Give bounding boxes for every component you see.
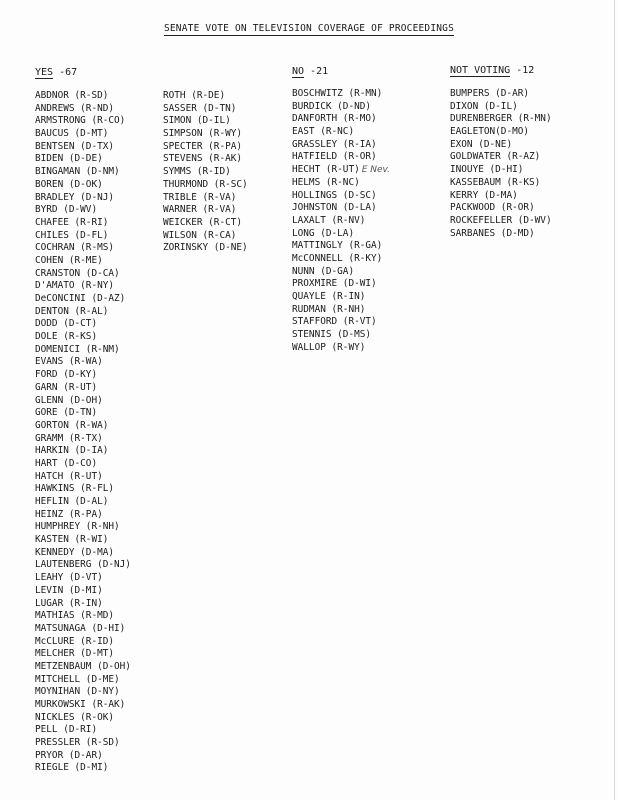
senator-entry xyxy=(35,598,131,611)
senator-entry-text: DOLE (R-KS) xyxy=(35,331,98,343)
senator-entry xyxy=(35,204,131,217)
senator-entry xyxy=(35,255,131,268)
senator-entry-text: SYMMS (R-ID) xyxy=(163,166,231,178)
senator-entry xyxy=(35,141,131,154)
senator-entry-text: ABDNOR (R-SD) xyxy=(35,90,109,101)
senator-entry xyxy=(35,750,131,763)
senator-entry-text: NICKLES (R-OK) xyxy=(35,711,115,723)
senator-entry xyxy=(292,139,390,152)
senator-entry-text: HATCH (R-UT) xyxy=(35,470,103,482)
senator-entry xyxy=(35,356,131,369)
senator-entry-text: TRIBLE (R-VA) xyxy=(163,191,237,203)
senator-entry-text: WILSON (R-CA) xyxy=(163,229,237,241)
senator-entry-text: DENTON (R-AL) xyxy=(35,305,109,317)
senator-entry-text: GRAMM (R-TX) xyxy=(35,432,103,444)
senator-entry xyxy=(35,572,131,585)
senator-entry-text: STENNIS (D-MS) xyxy=(292,329,372,341)
no-heading xyxy=(292,66,328,78)
senator-entry-text: BRADLEY (D-NJ) xyxy=(35,191,115,203)
senator-entry xyxy=(292,164,390,177)
senator-entry-text: CHAFEE (R-RI) xyxy=(35,216,109,228)
senator-entry-text: BIDEN (D-DE) xyxy=(35,153,103,165)
senator-entry-text: McCONNELL (R-KY) xyxy=(292,252,383,264)
senator-entry xyxy=(163,153,248,166)
senator-entry-text: QUAYLE (R-IN) xyxy=(292,291,366,302)
senator-entry xyxy=(35,395,131,408)
senator-entry xyxy=(35,724,131,737)
senator-entry xyxy=(292,113,390,126)
senator-entry xyxy=(450,151,552,164)
senator-entry xyxy=(450,190,552,203)
senator-entry xyxy=(163,115,248,128)
senator-entry-text: EAGLETON(D-MO) xyxy=(450,126,530,138)
senator-entry-text: DODD (D-CT) xyxy=(35,318,98,330)
senator-entry-text: BYRD (D-WV) xyxy=(35,204,98,216)
senator-entry xyxy=(292,329,390,342)
senator-entry-text: BOSCHWITZ (R-MN) xyxy=(292,88,383,99)
senator-entry-text: DOMENICI (R-NM) xyxy=(35,343,120,355)
senator-entry-text: WARNER (R-VA) xyxy=(163,204,237,216)
not-voting-heading xyxy=(450,65,534,77)
senator-entry xyxy=(35,585,131,598)
senator-entry xyxy=(35,407,131,420)
senator-entry xyxy=(163,230,248,243)
senator-entry-text: ANDREWS (R-ND) xyxy=(35,102,115,114)
not-voting-label: NOT VOTING xyxy=(450,65,511,76)
senator-entry-text: HOLLINGS (D-SC) xyxy=(292,189,377,201)
senator-entry xyxy=(35,166,131,179)
senator-entry-text: KENNEDY (D-MA) xyxy=(35,546,115,558)
senator-entry xyxy=(163,128,248,141)
senator-entry xyxy=(35,737,131,750)
senator-entry-text: HART (D-CO) xyxy=(35,457,98,469)
senator-entry xyxy=(35,179,131,192)
senator-entry-text: MITCHELL (D-ME) xyxy=(35,673,120,685)
senator-entry xyxy=(35,344,131,357)
senator-entry xyxy=(450,88,552,101)
senator-entry-text: SPECTER (R-PA) xyxy=(163,140,243,152)
senator-entry xyxy=(35,192,131,205)
senator-entry-text: THURMOND (R-SC) xyxy=(163,178,248,190)
senator-entry-text: RUDMAN (R-NH) xyxy=(292,303,366,315)
senator-entry-text: WEICKER (R-CT) xyxy=(163,216,243,228)
not-voting-count: -12 xyxy=(516,65,535,76)
senator-entry-text: MELCHER (D-MT) xyxy=(35,648,115,660)
senator-entry xyxy=(35,280,131,293)
senator-entry-text: METZENBAUM (D-OH) xyxy=(35,660,131,672)
senator-entry xyxy=(450,101,552,114)
senator-entry xyxy=(35,547,131,560)
senator-entry-text: D'AMATO (R-NY) xyxy=(35,280,115,292)
no-list xyxy=(292,88,390,354)
senator-entry xyxy=(35,496,131,509)
senator-entry xyxy=(450,164,552,177)
senator-entry xyxy=(35,699,131,712)
senator-entry xyxy=(35,636,131,649)
senator-entry xyxy=(292,126,390,139)
senator-entry-text: GORE (D-TN) xyxy=(35,407,98,419)
senator-entry-text: LEVIN (D-MI) xyxy=(35,584,103,596)
senator-entry xyxy=(35,115,131,128)
senator-entry xyxy=(35,90,131,103)
yes-count: -67 xyxy=(59,67,78,78)
senator-entry-text: NUNN (D-GA) xyxy=(292,265,355,277)
senator-entry xyxy=(35,318,131,331)
senator-entry xyxy=(450,202,552,215)
senator-entry-text: HAWKINS (R-FL) xyxy=(35,483,115,495)
senator-entry-text: BURDICK (D-ND) xyxy=(292,100,372,112)
senator-entry xyxy=(163,204,248,217)
senator-entry xyxy=(35,433,131,446)
senator-entry-text: SIMON (D-IL) xyxy=(163,115,231,127)
senator-entry xyxy=(35,458,131,471)
senator-entry xyxy=(35,762,131,775)
senator-entry-text: EXON (D-NE) xyxy=(450,138,513,150)
senator-entry xyxy=(35,420,131,433)
senator-entry-text: WALLOP (R-WY) xyxy=(292,341,366,353)
document-title-text: SENATE VOTE ON TELEVISION COVERAGE OF PROCEEDINGS xyxy=(163,23,455,34)
senator-entry-text: INOUYE (D-HI) xyxy=(450,164,524,176)
senator-entry xyxy=(450,228,552,241)
senator-entry xyxy=(450,113,552,126)
senator-entry-text: HARKIN (D-IA) xyxy=(35,445,109,457)
senator-entry-text: ZORINSKY (D-NE) xyxy=(163,242,248,254)
senator-entry xyxy=(450,177,552,190)
senator-entry-text: KASSEBAUM (R-KS) xyxy=(450,176,541,188)
senator-entry-text: LAUTENBERG (D-NJ) xyxy=(35,559,131,571)
senator-entry xyxy=(35,610,131,623)
senator-entry xyxy=(292,88,390,101)
not-voting-list xyxy=(450,88,552,240)
senator-entry-text: SIMPSON (R-WY) xyxy=(163,128,243,140)
senator-entry xyxy=(35,648,131,661)
senator-entry xyxy=(35,559,131,572)
yes-list-column-2 xyxy=(163,90,248,255)
senator-entry xyxy=(35,686,131,699)
yes-label: YES xyxy=(35,67,54,78)
senator-entry xyxy=(35,509,131,522)
senator-entry xyxy=(163,141,248,154)
senator-entry xyxy=(292,190,390,203)
senator-entry xyxy=(292,316,390,329)
senator-entry-text: HECHT (R-UT) xyxy=(292,164,360,176)
senator-entry xyxy=(450,215,552,228)
senator-entry xyxy=(35,623,131,636)
senator-entry xyxy=(35,521,131,534)
senator-entry-text: STEVENS (R-AK) xyxy=(163,153,243,165)
senator-entry-text: BUMPERS (D-AR) xyxy=(450,88,530,99)
senator-entry-text: COCHRAN (R-MS) xyxy=(35,242,115,254)
document-title xyxy=(0,23,618,34)
senator-entry-text: LEAHY (D-VT) xyxy=(35,572,103,584)
senator-entry xyxy=(163,192,248,205)
senator-entry xyxy=(450,126,552,139)
senator-entry xyxy=(163,179,248,192)
senator-entry-text: BAUCUS (D-MT) xyxy=(35,128,109,140)
senator-entry xyxy=(292,278,390,291)
senator-entry xyxy=(292,228,390,241)
senator-entry xyxy=(35,128,131,141)
senator-entry xyxy=(35,331,131,344)
senator-entry xyxy=(163,217,248,230)
senator-entry-text: EAST (R-NC) xyxy=(292,126,355,138)
senator-entry xyxy=(35,103,131,116)
senator-entry-text: GRASSLEY (R-IA) xyxy=(292,138,377,150)
handwritten-annotation: E Nev. xyxy=(361,165,391,176)
senator-entry-text: ARMSTRONG (R-CO) xyxy=(35,115,126,127)
no-count: -21 xyxy=(310,66,329,77)
senator-entry xyxy=(35,293,131,306)
senator-entry xyxy=(35,712,131,725)
senator-entry-text: ROTH (R-DE) xyxy=(163,90,226,101)
senator-entry-text: JOHNSTON (D-LA) xyxy=(292,202,377,214)
senator-entry xyxy=(35,534,131,547)
senator-entry xyxy=(35,483,131,496)
senator-entry xyxy=(35,674,131,687)
senator-entry xyxy=(35,471,131,484)
senator-entry xyxy=(163,103,248,116)
senator-entry xyxy=(450,139,552,152)
senator-entry-text: ROCKEFELLER (D-WV) xyxy=(450,214,552,226)
senator-entry-text: SASSER (D-TN) xyxy=(163,102,237,114)
senator-entry-text: MOYNIHAN (D-NY) xyxy=(35,686,120,698)
senator-entry xyxy=(292,291,390,304)
yes-list-column-1 xyxy=(35,90,131,775)
senator-entry xyxy=(35,369,131,382)
senator-entry xyxy=(35,153,131,166)
senator-entry-text: BOREN (D-OK) xyxy=(35,178,103,190)
senator-entry-text: BINGAMAN (D-NM) xyxy=(35,166,120,178)
senator-entry xyxy=(35,268,131,281)
senator-entry-text: HATFIELD (R-OR) xyxy=(292,151,377,163)
senator-entry-text: HEFLIN (D-AL) xyxy=(35,496,109,507)
senator-entry-text: CRANSTON (D-CA) xyxy=(35,267,120,279)
senator-entry-text: HUMPHREY (R-NH) xyxy=(35,521,120,533)
yes-heading xyxy=(35,67,77,79)
senator-entry-text: KERRY (D-MA) xyxy=(450,189,518,201)
senator-entry-text: DIXON (D-IL) xyxy=(450,100,518,112)
senator-entry-text: COHEN (R-ME) xyxy=(35,254,103,266)
senator-entry-text: DURENBERGER (R-MN) xyxy=(450,113,552,125)
senator-entry-text: MURKOWSKI (R-AK) xyxy=(35,699,126,710)
senator-entry xyxy=(292,177,390,190)
senator-entry xyxy=(292,240,390,253)
senator-entry-text: PRYOR (D-AR) xyxy=(35,749,103,761)
senator-entry xyxy=(163,90,248,103)
senator-entry xyxy=(35,661,131,674)
senator-entry xyxy=(292,342,390,355)
senator-entry-text: RIEGLE (D-MI) xyxy=(35,762,109,774)
senator-entry-text: GOLDWATER (R-AZ) xyxy=(450,151,541,163)
senator-entry-text: HEINZ (R-PA) xyxy=(35,508,103,520)
senator-entry-text: KASTEN (R-WI) xyxy=(35,534,109,546)
senator-entry-text: HELMS (R-NC) xyxy=(292,176,360,188)
senator-entry xyxy=(292,253,390,266)
senator-entry xyxy=(163,242,248,255)
page-edge-divider xyxy=(614,0,615,800)
senator-entry-text: EVANS (R-WA) xyxy=(35,356,103,368)
senator-entry-text: DeCONCINI (D-AZ) xyxy=(35,293,126,304)
senator-entry xyxy=(292,266,390,279)
senator-entry xyxy=(35,382,131,395)
senator-entry xyxy=(292,151,390,164)
senator-entry-text: STAFFORD (R-VT) xyxy=(292,316,377,328)
senator-entry xyxy=(292,304,390,317)
senator-entry xyxy=(35,306,131,319)
senator-entry xyxy=(35,217,131,230)
senator-entry-text: LUGAR (R-IN) xyxy=(35,597,103,609)
senator-entry xyxy=(292,215,390,228)
senator-entry-text: PACKWOOD (R-OR) xyxy=(450,202,535,214)
senator-entry xyxy=(35,230,131,243)
senator-entry-text: LONG (D-LA) xyxy=(292,227,355,239)
senator-entry-text: McCLURE (R-ID) xyxy=(35,635,115,647)
senator-entry-text: GORTON (R-WA) xyxy=(35,419,109,431)
senator-entry-text: CHILES (D-FL) xyxy=(35,229,109,241)
senator-entry-text: MATSUNAGA (D-HI) xyxy=(35,622,126,634)
senator-entry-text: DANFORTH (R-MO) xyxy=(292,113,377,125)
senator-entry-text: FORD (D-KY) xyxy=(35,369,98,381)
senator-entry-text: MATHIAS (R-MD) xyxy=(35,610,115,622)
senator-entry-text: PROXMIRE (D-WI) xyxy=(292,278,377,290)
senator-entry-text: GARN (R-UT) xyxy=(35,381,98,393)
senator-entry xyxy=(292,202,390,215)
senator-entry-text: GLENN (D-OH) xyxy=(35,394,103,406)
senator-entry xyxy=(163,166,248,179)
senator-entry-text: BENTSEN (D-TX) xyxy=(35,140,115,152)
senator-entry-text: SARBANES (D-MD) xyxy=(450,227,535,239)
no-label: NO xyxy=(292,66,305,77)
senator-entry xyxy=(292,101,390,114)
senator-entry-text: PELL (D-RI) xyxy=(35,724,98,736)
senator-entry xyxy=(35,242,131,255)
senator-entry-text: LAXALT (R-NV) xyxy=(292,214,366,226)
senator-entry xyxy=(35,445,131,458)
senator-entry-text: PRESSLER (R-SD) xyxy=(35,737,120,749)
senator-entry-text: MATTINGLY (R-GA) xyxy=(292,240,383,252)
